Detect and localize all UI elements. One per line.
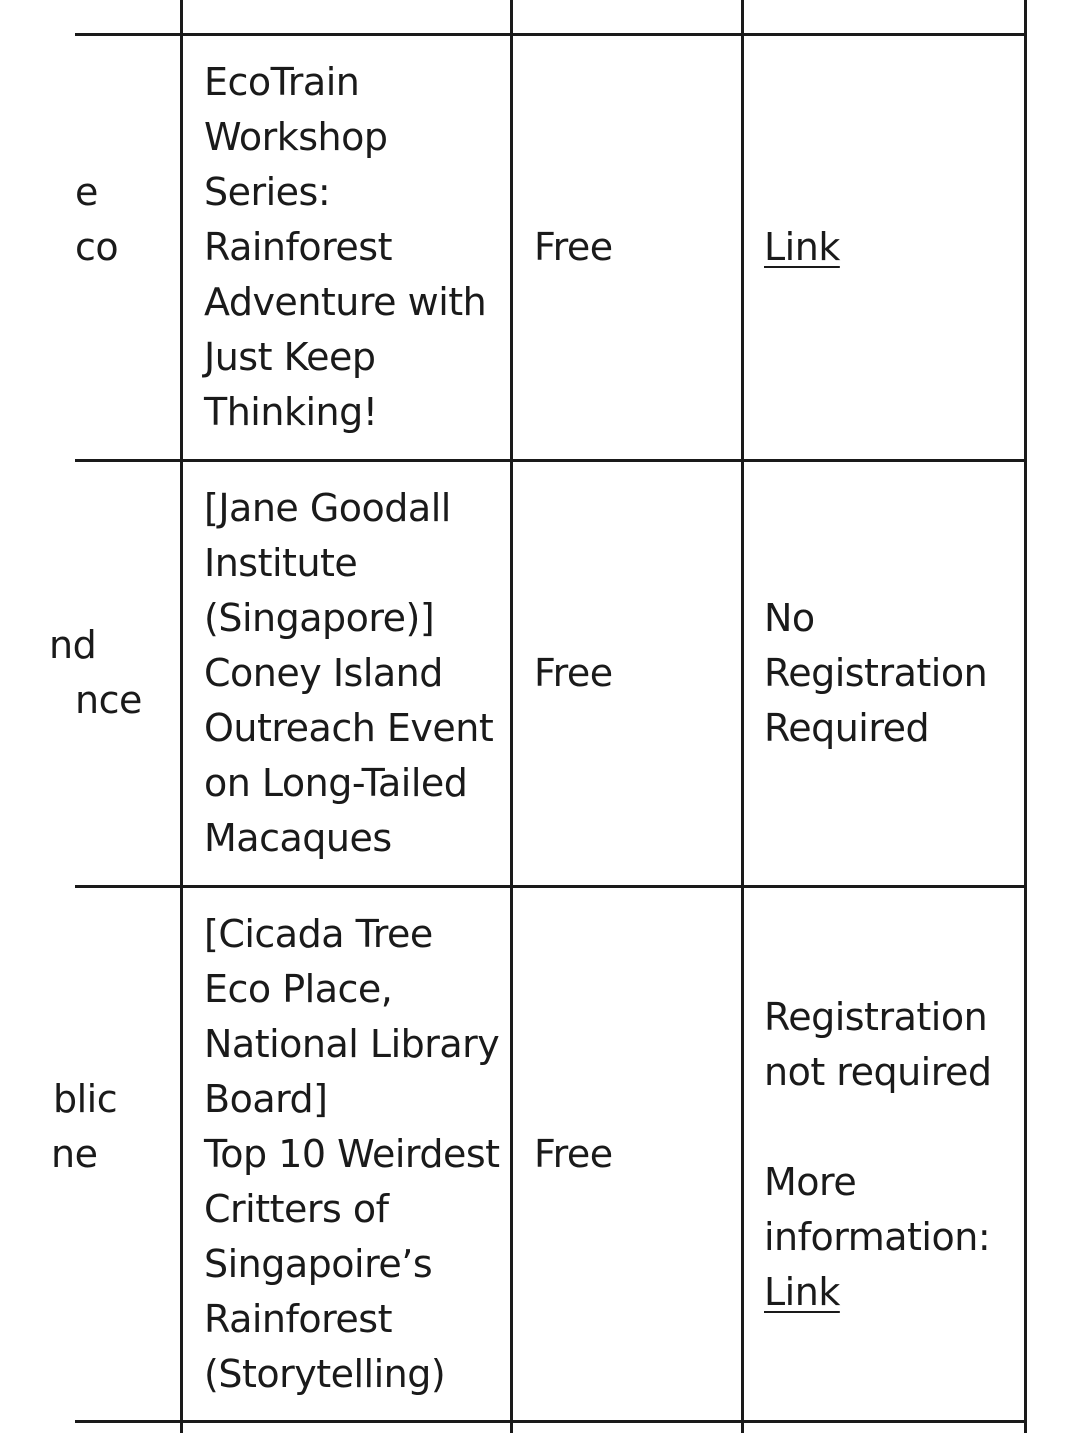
event-name-line: (Storytelling) bbox=[204, 1352, 446, 1396]
event-name-line: Coney Island bbox=[204, 651, 443, 695]
event-name-line: Singapoire’s bbox=[204, 1242, 433, 1286]
event-name-line: Rainforest bbox=[204, 225, 392, 269]
table-cell-clipped bbox=[75, 165, 178, 275]
event-name-line: Series: bbox=[204, 170, 331, 214]
event-name-line: Institute bbox=[204, 541, 358, 585]
event-name-line: Adventure with bbox=[204, 280, 487, 324]
registration-link[interactable]: Link bbox=[764, 225, 840, 269]
event-name-line: Top 10 Weirdest bbox=[204, 1132, 500, 1176]
table-border-col3 bbox=[741, 0, 744, 1433]
table-border-col2 bbox=[510, 0, 513, 1433]
table-row-divider bbox=[75, 1420, 1027, 1423]
table-cell-clipped bbox=[51, 1072, 178, 1182]
registration-text-line: Registration bbox=[764, 995, 988, 1039]
event-name-cell bbox=[204, 481, 508, 866]
registration-text-line: No bbox=[764, 596, 815, 640]
registration-text-line: information: bbox=[764, 1215, 991, 1259]
registration-text-line: Required bbox=[764, 706, 930, 750]
event-name-line: [Cicada Tree bbox=[204, 912, 433, 956]
registration-text-line: not required bbox=[764, 1050, 992, 1094]
registration-text-line: More bbox=[764, 1160, 857, 1204]
table-row-divider bbox=[75, 33, 1027, 36]
event-name-line: Workshop bbox=[204, 115, 388, 159]
registration-cell bbox=[764, 591, 1024, 756]
cell-text-line: e bbox=[75, 170, 98, 214]
event-name-line: on Long-Tailed bbox=[204, 761, 468, 805]
event-name-line: Critters of bbox=[204, 1187, 389, 1231]
event-name-line: Eco Place, bbox=[204, 967, 393, 1011]
event-name-line: Just Keep bbox=[204, 335, 376, 379]
price-cell bbox=[534, 220, 739, 275]
event-name-line: Board] bbox=[204, 1077, 328, 1121]
event-name-line: EcoTrain bbox=[204, 60, 360, 104]
cell-text-line: blic bbox=[53, 1077, 118, 1121]
event-name-line: (Singapore)] bbox=[204, 596, 435, 640]
registration-cell bbox=[764, 220, 1024, 275]
event-name-line: Outreach Event bbox=[204, 706, 494, 750]
price-text: Free bbox=[534, 225, 613, 269]
price-cell bbox=[534, 646, 739, 701]
table-row-divider bbox=[75, 459, 1027, 462]
registration-text-line: Registration bbox=[764, 651, 988, 695]
table-border-col1 bbox=[180, 0, 183, 1433]
price-text: Free bbox=[534, 651, 613, 695]
event-name-line: Macaques bbox=[204, 816, 392, 860]
cell-text-line: ne bbox=[51, 1132, 98, 1176]
table-border-right bbox=[1024, 0, 1027, 1433]
table-cell-clipped bbox=[49, 618, 178, 728]
cell-text-line: nce bbox=[75, 678, 142, 722]
more-info-link[interactable]: Link bbox=[764, 1270, 840, 1314]
event-name-line: Thinking! bbox=[204, 390, 378, 434]
event-name-line: National Library bbox=[204, 1022, 500, 1066]
event-name-line: Rainforest bbox=[204, 1297, 392, 1341]
paragraph-gap bbox=[764, 1100, 1024, 1155]
cell-text-line: co bbox=[75, 225, 119, 269]
registration-cell bbox=[764, 990, 1024, 1320]
event-name-cell bbox=[204, 55, 508, 440]
event-name-line: [Jane Goodall bbox=[204, 486, 451, 530]
cell-text-line: nd bbox=[49, 623, 97, 667]
price-text: Free bbox=[534, 1132, 613, 1176]
price-cell bbox=[534, 1127, 739, 1182]
event-name-cell bbox=[204, 907, 508, 1402]
table-row-divider bbox=[75, 885, 1027, 888]
